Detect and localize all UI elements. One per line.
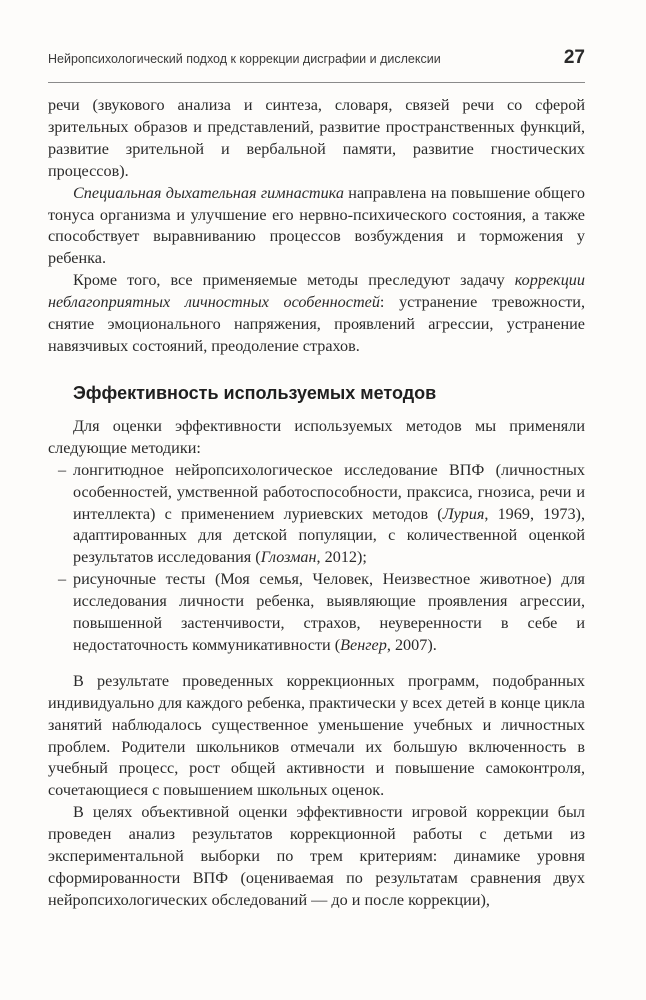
paragraph-continuation: речи (звукового анализа и синтеза, словаря, связей речи со сферой зрительных образов и представлений, развитие пространственных функций, развитие зрительной и вербальной памяти, развитие гностических процессов). xyxy=(48,96,585,180)
paragraph-methods-intro: Для оценки эффективности используемых методов мы применяли следующие методики: xyxy=(48,416,585,457)
paragraph-results: В результате проведенных коррекционных программ, подобранных индивидуально для каждого ребенка, практически у всех детей в конце цикла занятий наблюдалось существенное уменьшение учебных и личностных проблем. Родители школьников отмечали их большую включенность в учебный процесс, рост общей активности и повышение самоконтроля, сочетающиеся с повышением школьных оценок. xyxy=(48,671,585,800)
list-dash: – xyxy=(58,570,67,589)
paragraph-correction-goals: Кроме того, все применяемые методы преследуют задачу коррекции неблагоприятных личностных особенностей: устранение тревожности, снятие эмоционального напряжения, проявлений агрессии, устранение навязчивых состояний, преодоление страхов. xyxy=(48,271,585,355)
list-item: – рисуночные тесты (Моя семья, Человек, Неизвестное животное) для исследования личности ребенка, выявляющие проявления агрессии, повышенной застенчивости, страхов, неуверенности в себе и недостаточность коммуникативности (Венгер, 2007). xyxy=(58,570,585,654)
methods-list xyxy=(48,460,585,657)
paragraph-evaluation: В целях объективной оценки эффективности игровой коррекции был проведен анализ результатов коррекционной работы с детьми из экспериментальной выборки по трем критериям: динамике уровня сформированности ВПФ (оцениваемая по результатам сравнения двух нейропсихологических обследований — до и после коррекции), xyxy=(48,803,585,909)
list-item: – лонгитюдное нейропсихологическое исследование ВПФ (личностных особенностей, умственной работоспособности, праксиса, гнозиса, речи и интеллекта) с применением луриевских методов (Лурия, 1969, 1973), адаптированных для детской популяции, с количественной оценкой результатов исследования (Глозман, 2012); xyxy=(58,460,585,567)
running-title: Нейропсихологический подход к коррекции дисграфии и дислексии xyxy=(48,52,441,66)
page-number: 27 xyxy=(563,47,585,68)
citation-author: Глозман xyxy=(260,548,317,567)
citation-author: Лурия xyxy=(442,504,485,523)
page-body xyxy=(48,95,585,912)
list-dash: – xyxy=(58,460,67,479)
header-divider xyxy=(48,82,585,83)
emphasis-term: коррекции неблагоприятных личностных особенностей xyxy=(48,271,585,312)
citation-author: Венгер xyxy=(340,635,387,654)
emphasis-term: Специальная дыхательная гимнастика xyxy=(73,183,344,202)
paragraph-breathing-gymnastics: Специальная дыхательная гимнастика направлена на повышение общего тонуса организма и улучшение его нервно-психического состояния, а также способствует выравниванию процессов возбуждения и торможения у ребенка. xyxy=(48,183,585,268)
section-heading: Эффективность используемых методов xyxy=(73,382,437,403)
